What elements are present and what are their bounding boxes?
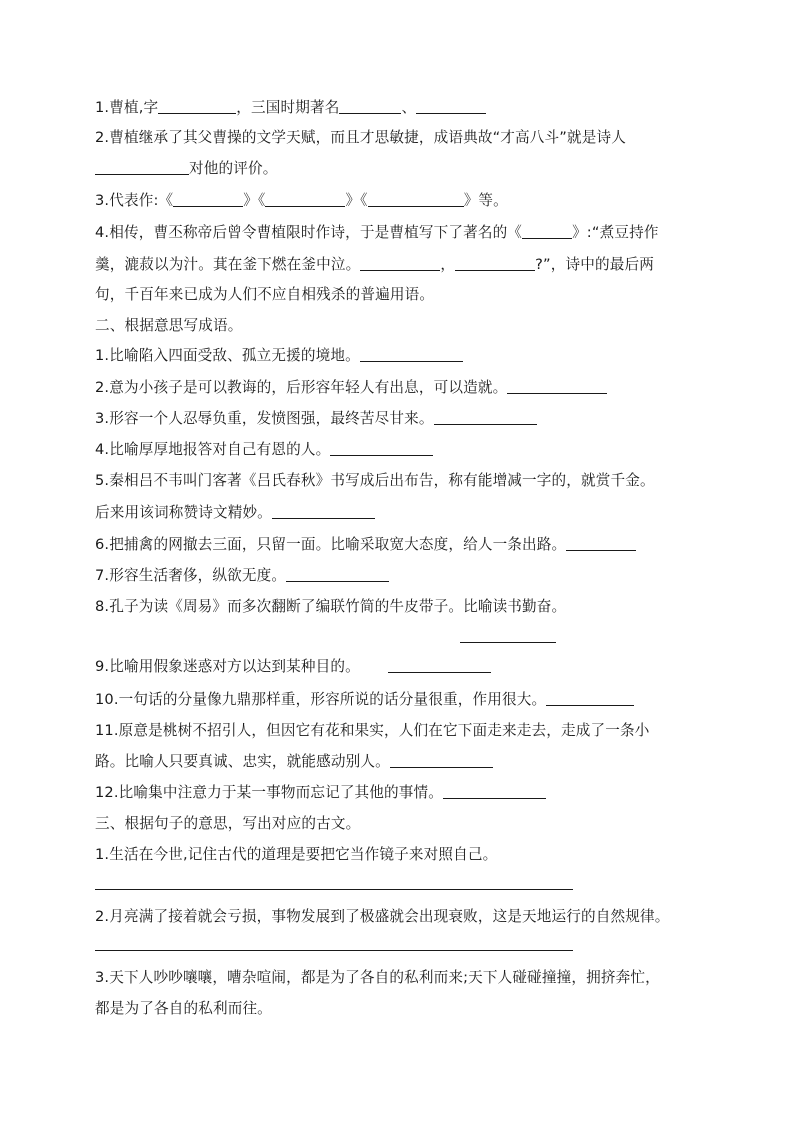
answer-blank[interactable] [173,192,243,207]
question-1-2-line-1: 2.曹植继承了其父曹操的文学天赋，而且才思敏捷，成语典故“才高八斗”就是诗人 [95,129,626,146]
question-2-12: 12.比喻集中注意力于某一事物而忘记了其他的事情。 [95,783,546,803]
answer-blank[interactable] [272,504,375,519]
answer-blank[interactable] [566,536,636,551]
question-2-9: 9.比喻用假象迷惑对方以达到某种目的。 [95,657,491,677]
question-1-4-line-2: 羹，漉菽以为汁。萁在釜下燃在釜中泣。 ， ?”，诗中的最后两 [95,256,654,273]
answer-blank[interactable] [286,567,389,582]
question-1-4-line-3: 句，千百年来已成为人们不应自相残杀的普遍用语。 [95,286,435,303]
answer-blank[interactable] [460,642,556,643]
question-3-3-line-2: 都是为了各自的私利而往。 [95,1000,272,1017]
answer-blank[interactable] [360,347,463,362]
question-2-5-line-1: 5.秦相吕不韦叫门客著《吕氏春秋》书写成后出布告，称有能增减一字的，就赏千金。 [95,472,655,489]
answer-blank[interactable] [388,658,491,673]
answer-blank[interactable] [339,99,401,114]
question-3-1: 1.生活在今世,记住古代的道理是要把它当作镜子来对照自己。 [95,846,498,863]
question-2-2: 2.意为小孩子是可以教诲的，后形容年轻人有出息，可以造就。 [95,378,607,398]
answer-blank[interactable] [522,224,572,239]
answer-blank[interactable] [416,99,486,114]
answer-blank[interactable] [265,192,345,207]
question-2-11-line-1: 11.原意是桃树不招引人，但因它有花和果实，人们在它下面走来走去，走成了一条小 [95,722,650,739]
question-1-1: 1.曹植,字 ，三国时期著名 、 [95,98,486,118]
answer-blank[interactable] [546,691,634,706]
answer-blank[interactable] [455,256,535,271]
answer-blank[interactable] [95,160,189,175]
question-2-8: 8.孔子为读《周易》而多次翻断了编联竹简的牛皮带子。比喻读书勤奋。 [95,598,567,615]
answer-line[interactable] [95,889,573,890]
answer-blank[interactable] [507,379,607,394]
question-2-6: 6.把捕禽的网撤去三面，只留一面。比喻采取宽大态度，给人一条出路。 [95,535,636,555]
question-2-3: 3.形容一个人忍辱负重，发愤图强，最终苦尽甘来。 [95,409,537,429]
question-3-3-line-1: 3.天下人吵吵嚷嚷，嘈杂喧闹，都是为了各自的私利而来;天下人碰碰撞撞，拥挤奔忙， [95,969,660,986]
question-2-7: 7.形容生活奢侈，纵欲无度。 [95,566,389,586]
question-2-5-line-2: 后来用该词称赞诗文精妙。 [95,503,375,523]
answer-blank[interactable] [330,441,433,456]
answer-blank[interactable] [390,753,493,768]
answer-line[interactable] [95,950,573,951]
question-2-4: 4.比喻厚厚地报答对自己有恩的人。 [95,440,433,460]
question-2-11-line-2: 路。比喻人只要真诚、忠实，就能感动别人。 [95,752,493,772]
question-1-3: 3.代表作:《 》《 》《 》等。 [95,192,508,209]
answer-blank[interactable] [368,192,464,207]
answer-blank[interactable] [360,256,440,271]
question-3-2: 2.月亮满了接着就会亏损，事物发展到了极盛就会出现衰败，这是天地运行的自然规律。 [95,908,670,925]
answer-blank[interactable] [158,99,236,114]
answer-blank[interactable] [443,784,546,799]
answer-blank[interactable] [434,410,537,425]
question-2-10: 10.一句话的分量像九鼎那样重，形容所说的话分量很重，作用很大。 [95,690,634,710]
question-1-4-line-1: 4.相传，曹丕称帝后曾令曹植限时作诗，于是曹植写下了著名的《 》:“煮豆持作 [95,224,659,241]
section-2-title: 二、根据意思写成语。 [95,317,243,334]
section-3-title: 三、根据句子的意思，写出对应的古文。 [95,815,361,832]
question-1-2-line-2: 对他的评价。 [95,159,277,179]
question-2-1: 1.比喻陷入四面受敌、孤立无援的境地。 [95,346,463,366]
